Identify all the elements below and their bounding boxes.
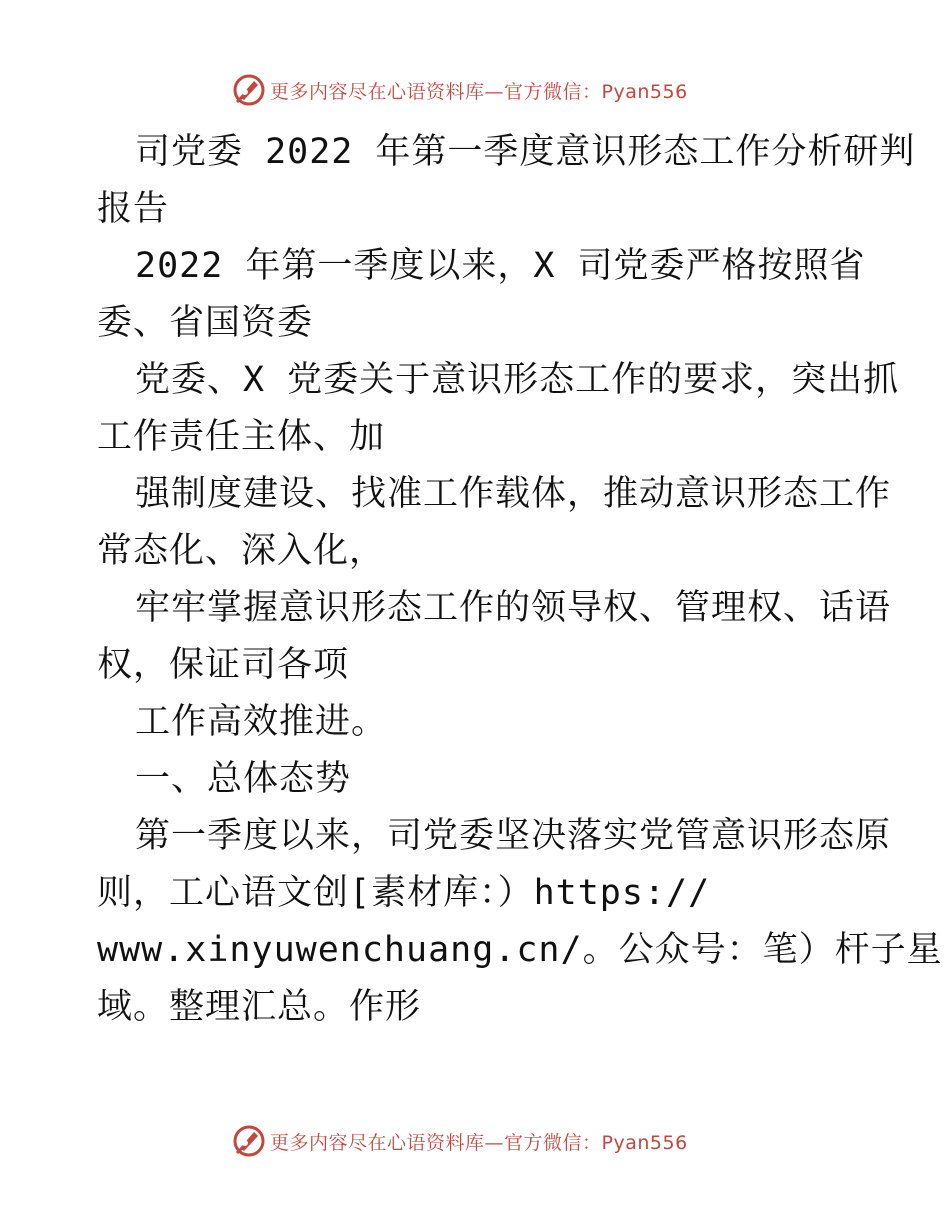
paragraph-line: 强制度建设、找准工作载体，推动意识形态工作	[135, 474, 892, 514]
paragraph-line: www.xinyuwenchuang.cn/。公众号：笔）杆子星	[97, 930, 943, 970]
document-body	[97, 124, 943, 1036]
header-banner	[232, 70, 752, 110]
paragraph-line: 权，保证司各项	[97, 645, 350, 685]
title-line-1: 司党委 2022 年第一季度意识形态工作分析研判	[135, 132, 916, 172]
banner-text: 更多内容尽在心语资料库—官方微信：Pyan556	[270, 1131, 688, 1154]
paragraph-line: 牢牢掌握意识形态工作的领导权、管理权、话语	[135, 588, 892, 628]
paragraph-line: 工作高效推进。	[135, 702, 388, 742]
paragraph-line: 委、省国资委	[97, 303, 314, 343]
title-line-2: 报告	[97, 189, 170, 229]
wechat-id: Pyan556	[601, 1131, 688, 1154]
paragraph-line: 党委、X 党委关于意识形态工作的要求，突出抓	[135, 360, 900, 400]
banner-text: 更多内容尽在心语资料库—官方微信：Pyan556	[270, 80, 688, 103]
section-heading: 一、总体态势	[135, 759, 352, 799]
paragraph-line: 则，工心语文创[素材库：）https://	[97, 873, 711, 913]
paragraph-line: 2022 年第一季度以来，X 司党委严格按照省	[135, 246, 866, 286]
logo-icon	[232, 1124, 266, 1158]
paragraph-line: 工作责任主体、加	[97, 417, 386, 457]
footer-banner	[232, 1121, 752, 1161]
paragraph-line: 常态化、深入化，	[97, 531, 386, 571]
paragraph-line: 第一季度以来，司党委坚决落实党管意识形态原	[135, 816, 892, 856]
wechat-id: Pyan556	[601, 80, 688, 103]
logo-icon	[232, 73, 266, 107]
paragraph-line: 域。整理汇总。作形	[97, 987, 422, 1027]
